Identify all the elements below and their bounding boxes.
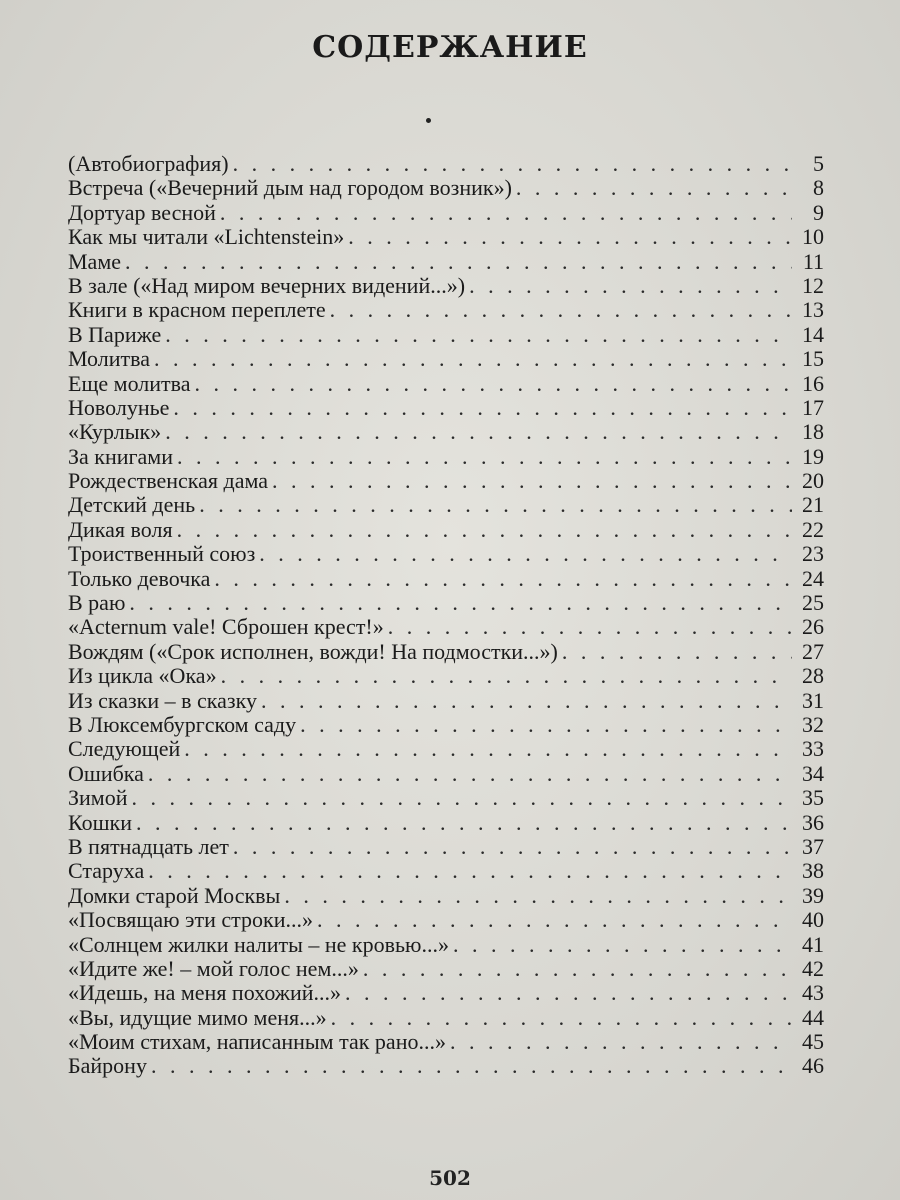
dot-leader: [516, 176, 792, 200]
toc-entry-title: Из сказки – в сказку: [68, 688, 257, 713]
toc-entry: [68, 274, 824, 298]
toc-entry: [68, 518, 824, 542]
toc-entry-page: 20: [802, 469, 824, 494]
toc-entry-title: В зале («Над миром вечерних видений...»): [68, 273, 466, 298]
toc-entry: [68, 493, 824, 517]
dot-leader: [136, 811, 792, 835]
page-number: 502: [429, 1166, 471, 1190]
toc-entry-page: 21: [802, 493, 824, 518]
toc-entry: [68, 176, 824, 200]
toc-entry: [68, 908, 824, 932]
toc-entry: [68, 396, 824, 420]
toc-entry: [68, 347, 824, 371]
toc-entry-page: 26: [802, 615, 824, 640]
toc-entry-title: Троиственный союз: [68, 542, 256, 567]
dot-leader: [259, 542, 792, 566]
toc-entry: [68, 1006, 824, 1030]
dot-leader: [233, 152, 792, 176]
dot-leader: [300, 713, 792, 737]
toc-entry-page: 36: [802, 810, 824, 835]
toc-entry-page: 8: [813, 176, 824, 201]
toc-entry: [68, 1030, 824, 1054]
toc-entry-title: «Вы, идущие мимо меня...»: [68, 1005, 327, 1030]
toc-entry-page: 31: [802, 688, 824, 713]
dot-leader: [177, 445, 792, 469]
toc-entry-title: В пятнадцать лет: [68, 834, 229, 859]
toc-entry-page: 45: [802, 1030, 824, 1055]
toc-entry-title: «Курлык»: [68, 420, 162, 445]
toc-entry: [68, 152, 824, 176]
toc-entry: [68, 542, 824, 566]
toc-entry-page: 15: [802, 347, 824, 372]
toc-entry-page: 22: [802, 517, 824, 542]
dot-leader: [220, 201, 792, 225]
toc-entry-title: За книгами: [68, 444, 174, 469]
toc-entry: [68, 420, 824, 444]
toc-entry-page: 14: [802, 322, 824, 347]
toc-entry-page: 37: [802, 834, 824, 859]
toc-entry: [68, 225, 824, 249]
dot-leader: [148, 859, 792, 883]
dot-leader: [165, 420, 792, 444]
toc-entry-page: 28: [802, 664, 824, 689]
toc-entry-title: Дикая воля: [68, 517, 173, 542]
toc-entry-title: «Acternum vale! Сброшен крест!»: [68, 615, 384, 640]
toc-entry-title: Как мы читали «Lichtenstein»: [68, 225, 345, 250]
toc-entry-title: В Люксембургском саду: [68, 712, 297, 737]
dot-leader: [469, 274, 792, 298]
toc-entry-title: Книги в красном переплете: [68, 298, 326, 323]
toc-entry-title: Дортуар весной: [68, 200, 216, 225]
toc-entry-page: 23: [802, 542, 824, 567]
dot-leader: [173, 396, 792, 420]
toc-entry: [68, 689, 824, 713]
toc-entry-page: 34: [802, 761, 824, 786]
toc-entry-page: 19: [802, 444, 824, 469]
dot-leader: [184, 737, 792, 761]
toc-entry-title: Только девочка: [68, 566, 211, 591]
toc-entry: [68, 762, 824, 786]
dot-leader: [348, 225, 792, 249]
toc-entry-title: Из цикла «Ока»: [68, 664, 217, 689]
ornament-dot: [426, 118, 431, 123]
toc-entry: [68, 298, 824, 322]
toc-entry-page: 39: [802, 883, 824, 908]
dot-leader: [331, 1006, 792, 1030]
toc-entry-title: (Автобиография): [68, 152, 229, 176]
toc-entry-title: Рождественская дама: [68, 469, 269, 494]
dot-leader: [125, 250, 792, 274]
dot-leader: [450, 1030, 792, 1054]
show-through-text: [600, 0, 900, 170]
dot-leader: [261, 689, 792, 713]
toc-entry-title: В раю: [68, 591, 126, 616]
toc-entry: [68, 1054, 824, 1078]
toc-entry-page: 12: [802, 273, 824, 298]
toc-entry-page: 32: [802, 712, 824, 737]
toc-entry-title: «Посвящаю эти строки...»: [68, 908, 313, 933]
toc-entry-page: 9: [813, 200, 824, 225]
toc-entry-page: 35: [802, 786, 824, 811]
toc-entry-page: 27: [802, 639, 824, 664]
toc-entry: [68, 957, 824, 981]
toc-entry: [68, 933, 824, 957]
dot-leader: [221, 664, 792, 688]
toc-entry-page: 17: [802, 395, 824, 420]
toc-entry: [68, 884, 824, 908]
toc-entry-title: Домки старой Москвы: [68, 883, 281, 908]
dot-leader: [148, 762, 792, 786]
dot-leader: [199, 493, 792, 517]
dot-leader: [177, 518, 792, 542]
toc-entry-title: Старуха: [68, 859, 145, 884]
page-title: СОДЕРЖАНИЕ: [312, 30, 588, 65]
toc-entry: [68, 786, 824, 810]
toc-entry-title: Кошки: [68, 810, 132, 835]
toc-entry-page: 18: [802, 420, 824, 445]
toc-entry: [68, 713, 824, 737]
dot-leader: [284, 884, 792, 908]
toc-entry-title: Еще молитва: [68, 371, 191, 396]
dot-leader: [154, 347, 792, 371]
toc-entry-title: Маме: [68, 249, 122, 274]
toc-entry-title: Следующей: [68, 737, 181, 762]
toc-entry: [68, 372, 824, 396]
dot-leader: [330, 298, 792, 322]
toc-entry-title: Вождям («Срок исполнен, вожди! На подмостки...»): [68, 639, 558, 664]
toc-entry-page: 24: [802, 566, 824, 591]
toc-entry-page: 41: [802, 932, 824, 957]
toc-entry: [68, 615, 824, 639]
toc-entry: [68, 323, 824, 347]
toc-entry-title: Ошибка: [68, 761, 144, 786]
toc-entry: [68, 591, 824, 615]
dot-leader: [233, 835, 792, 859]
dot-leader: [214, 567, 792, 591]
toc-entry-page: 25: [802, 591, 824, 616]
toc-entry-title: «Идешь, на меня похожий...»: [68, 981, 342, 1006]
toc-entry-page: 44: [802, 1005, 824, 1030]
toc-entry-page: 13: [802, 298, 824, 323]
toc-entry-title: Новолунье: [68, 395, 170, 420]
dot-leader: [317, 908, 792, 932]
dot-leader: [129, 591, 792, 615]
toc-entry-title: Байрону: [68, 1054, 147, 1079]
toc-entry: [68, 664, 824, 688]
toc-entry-page: 43: [802, 981, 824, 1006]
dot-leader: [562, 640, 792, 664]
toc-entry-page: 42: [802, 956, 824, 981]
toc-entry: [68, 567, 824, 591]
toc-entry: [68, 250, 824, 274]
dot-leader: [388, 615, 792, 639]
toc-entry-title: Зимой: [68, 786, 128, 811]
dot-leader: [363, 957, 792, 981]
toc-entry-page: 33: [802, 737, 824, 762]
toc-entry-page: 5: [813, 152, 824, 176]
toc-entry-title: «Идите же! – мой голос нем...»: [68, 956, 359, 981]
toc-entry-title: Детский день: [68, 493, 196, 518]
toc-entry: [68, 811, 824, 835]
toc-entry: [68, 737, 824, 761]
toc-entry: [68, 445, 824, 469]
toc-entry: [68, 859, 824, 883]
toc-entry-page: 16: [802, 371, 824, 396]
dot-leader: [132, 786, 793, 810]
toc-entry: [68, 640, 824, 664]
toc-entry-title: В Париже: [68, 322, 162, 347]
toc-entry-page: 11: [802, 249, 824, 274]
table-of-contents: [68, 152, 824, 1079]
toc-entry: [68, 835, 824, 859]
toc-entry-page: 46: [802, 1054, 824, 1079]
toc-entry: [68, 201, 824, 225]
dot-leader: [272, 469, 792, 493]
toc-entry-page: 10: [802, 225, 824, 250]
dot-leader: [195, 372, 792, 396]
dot-leader: [165, 323, 792, 347]
dot-leader: [453, 933, 792, 957]
dot-leader: [151, 1054, 792, 1078]
toc-entry-page: 38: [802, 859, 824, 884]
toc-entry-page: 40: [802, 908, 824, 933]
toc-entry: [68, 469, 824, 493]
toc-entry-title: «Солнцем жилки налиты – не кровью...»: [68, 932, 449, 957]
toc-entry-title: Встреча («Вечерний дым над городом возник»): [68, 176, 512, 201]
toc-entry: [68, 981, 824, 1005]
toc-entry-title: Молитва: [68, 347, 150, 372]
dot-leader: [345, 981, 792, 1005]
toc-entry-title: «Моим стихам, написанным так рано...»: [68, 1030, 446, 1055]
